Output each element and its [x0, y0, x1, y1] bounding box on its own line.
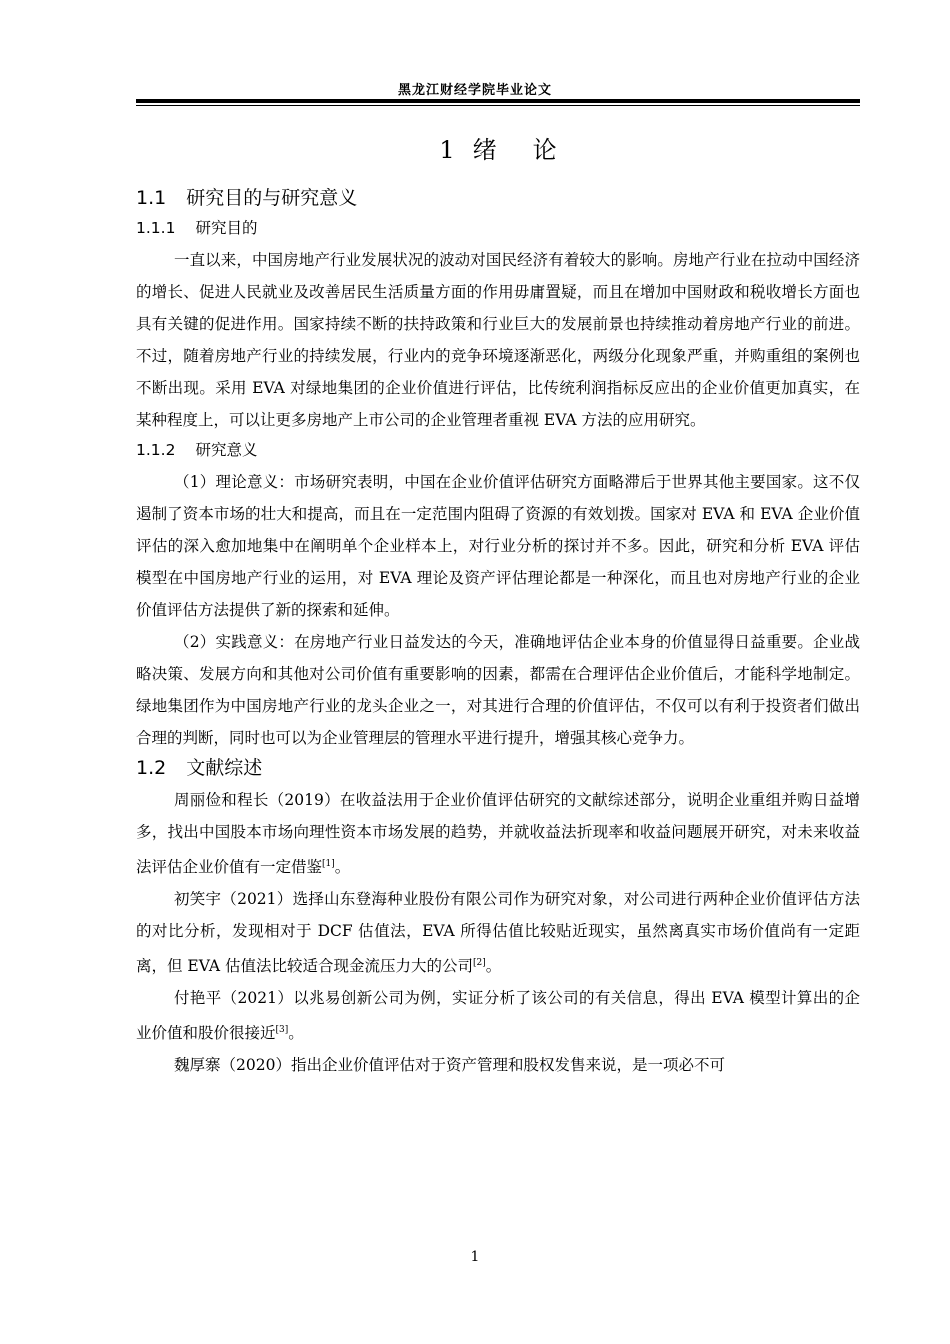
section-title: 文献综述 [186, 757, 263, 779]
chapter-title-part2: 论 [532, 136, 557, 164]
section-number: 1.1 [136, 187, 167, 209]
section-heading [136, 754, 860, 782]
paragraph-end: 。 [485, 957, 502, 976]
chapter-title-part1: 绪 [472, 136, 497, 164]
paragraph: 一直以来，中国房地产行业发展状况的波动对国民经济有着较大的影响。房地产行业在拉动中国经济的增长、促进人民就业及改善居民生活质量方面的作用毋庸置疑，而且在增加中国财政和税收增长方面也具有关键的促进作用。国家持续不断的扶持政策和行业巨大的发展前景也持续推动着房地产行业的前进。不过，随着房地产行业的持续发展，行业内的竞争环境逐渐恶化，两级分化现象严重，并购重组的案例也不断出现。采用 EVA 对绿地集团的企业价值进行评估，比传统利润指标反应出的企业价值更加真实，在某种程度上，可以让更多房地产上市公司的企业管理者重视 EVA 方法的应用研究。 [136, 251, 860, 429]
paragraph-end: 。 [334, 858, 351, 877]
paragraph [136, 982, 860, 1049]
paragraph-text: 魏厚寨（2020）指出企业价值评估对于资产管理和股权发售来说，是一项必不可 [174, 1056, 725, 1075]
subsection-number: 1.1.2 [136, 441, 176, 459]
paragraph [136, 1049, 860, 1081]
section-heading [136, 184, 860, 212]
section-number: 1.2 [136, 757, 167, 779]
chapter-title [136, 132, 860, 168]
paragraph [136, 883, 860, 982]
paragraph [136, 784, 860, 883]
paragraph-text: 周丽俭和程长（2019）在收益法用于企业价值评估研究的文献综述部分，说明企业重组并购日益增多，找出中国股本市场向理性资本市场发展的趋势，并就收益法折现率和收益问题展开研究，对未来收益法评估企业价值有一定借鉴 [136, 791, 860, 877]
subsection-title: 研究目的 [195, 219, 258, 237]
paragraph: （1）理论意义：市场研究表明，中国在企业价值评估研究方面略滞后于世界其他主要国家。这不仅遏制了资本市场的壮大和提高，而且在一定范围内阻碍了资源的有效划拨。国家对 EVA 和 EVA 企业价值评估的深入愈加地集中在阐明单个企业样本上，对行业分析的探讨并不多。因此，研究和分析 EVA 评估模型在中国房地产行业的运用，对 EVA 理论及资产评估理论都是一种深化，而且也对房地产行业的企业价值评估方法提供了新的探索和延伸。 [136, 473, 860, 619]
subsection-title: 研究意义 [195, 441, 258, 459]
page-body [136, 132, 860, 1081]
citation-marker: [1] [322, 859, 335, 869]
citation-marker: [3] [275, 1025, 289, 1036]
citation-marker: [2] [473, 958, 486, 969]
paragraph-end: 。 [288, 1024, 304, 1043]
paragraph-text: 付艳平（2021）以兆易创新公司为例，实证分析了该公司的有关信息，得出 EVA 模型计算出的企业价值和股价很接近 [136, 989, 860, 1043]
chapter-number: 1 [439, 136, 455, 164]
paragraph-text: 初笑宇（2021）选择山东登海种业股份有限公司作为研究对象，对公司进行两种企业价值评估方法的对比分析，发现相对于 DCF 估值法，EVA 所得估值比较贴近现实，虽然离真实市场价值尚有一定距离，但 EVA 估值法比较适合现金流压力大的公司 [136, 890, 860, 976]
header-rule-thin [136, 105, 860, 106]
paragraph: （2）实践意义：在房地产行业日益发达的今天，准确地评估企业本身的价值显得日益重要。企业战略决策、发展方向和其他对公司价值有重要影响的因素，都需在合理评估企业价值后，才能科学地制定。绿地集团作为中国房地产行业的龙头企业之一，对其进行合理的价值评估，不仅可以有利于投资者们做出合理的判断，同时也可以为企业管理层的管理水平进行提升，增强其核心竞争力。 [136, 633, 860, 747]
subsection-heading [136, 436, 860, 464]
header-rule-thick [136, 99, 860, 103]
subsection-number: 1.1.1 [136, 219, 176, 237]
section-title: 研究目的与研究意义 [186, 187, 358, 209]
subsection-heading [136, 214, 860, 242]
running-header: 黑龙江财经学院毕业论文 [397, 83, 552, 98]
page-number: 1 [470, 1249, 480, 1265]
